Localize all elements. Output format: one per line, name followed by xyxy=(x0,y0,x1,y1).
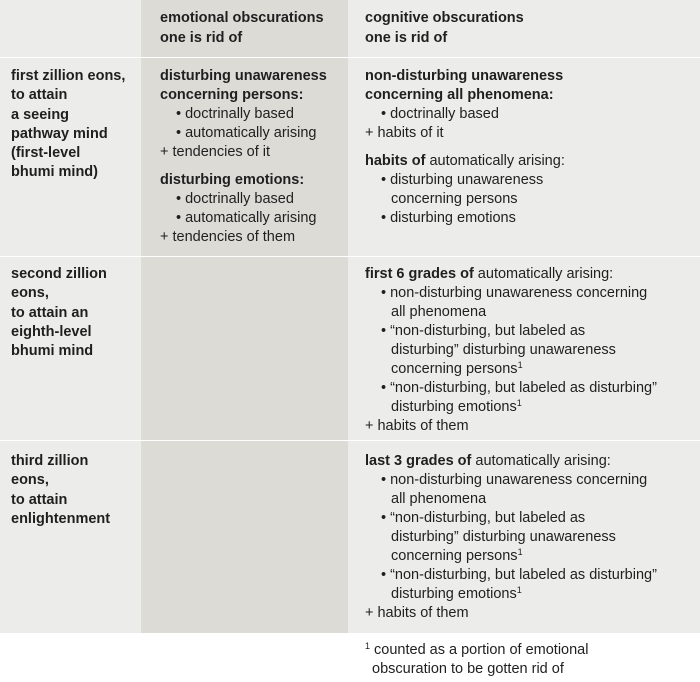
list-item: • automatically arising xyxy=(176,210,317,226)
list-item: • “non-disturbing, but labeled as xyxy=(381,323,586,339)
list-item: • disturbing unawareness xyxy=(381,172,544,188)
row-label-third-zillion xyxy=(11,452,139,529)
list-item-continuation: concerning persons$^1$ xyxy=(391,547,523,564)
list-item: • “non-disturbing, but labeled as xyxy=(381,510,586,526)
list-item-continuation: disturbing emotions$^1$ xyxy=(391,585,522,602)
list-extra: + habits of them xyxy=(365,605,469,621)
footnote-marker: 1 xyxy=(517,360,523,370)
list-extra: + habits of it xyxy=(365,125,444,141)
header-line: one is rid of xyxy=(365,30,448,46)
list-extra: + habits of them xyxy=(365,418,469,434)
row-divider xyxy=(0,440,700,441)
footnote xyxy=(365,641,665,679)
row-label-line: bhumi mind) xyxy=(11,164,98,181)
header-line: one is rid of xyxy=(160,30,243,46)
footnote-line: $^1$ counted as a portion of emotional xyxy=(365,641,589,658)
row-label-line: bhumi mind xyxy=(11,343,94,360)
header-line: cognitive obscurations xyxy=(365,10,524,26)
row-label-line: eons, xyxy=(11,472,49,489)
header-emotional-obscurations xyxy=(160,8,345,48)
group-title: non-disturbing unawareness xyxy=(365,68,564,84)
list-item: • automatically arising xyxy=(176,125,317,141)
list-item: • doctrinally based xyxy=(381,106,499,122)
list-item-continuation: disturbing” disturbing unawareness xyxy=(391,529,616,545)
list-item-continuation: concerning persons xyxy=(391,191,518,207)
row-label-line: eighth-level xyxy=(11,323,92,340)
list-item: • “non-disturbing, but labeled as disturbing” xyxy=(381,567,657,583)
row-label-line: second zillion xyxy=(11,266,107,282)
list-item-continuation: concerning persons$^1$ xyxy=(391,360,523,377)
row-label-second-zillion xyxy=(11,265,139,361)
row-label-line: eons, xyxy=(11,285,49,302)
group-title: disturbing unawareness xyxy=(160,68,327,84)
list-item-continuation: all phenomena xyxy=(391,491,487,507)
list-extra: + tendencies of them xyxy=(160,229,296,245)
row-label-line: pathway mind xyxy=(11,125,108,142)
list-item: • doctrinally based xyxy=(176,191,294,207)
list-item-continuation: disturbing emotions$^1$ xyxy=(391,398,522,415)
group-title: last 3 grades of automatically arising: xyxy=(365,453,611,469)
row-label-line: to attain an xyxy=(11,304,89,321)
row-label-line: (first-level xyxy=(11,145,81,162)
list-item: • “non-disturbing, but labeled as disturbing” xyxy=(381,380,657,396)
row-label-line: third zillion xyxy=(11,453,89,469)
row-label-line: first zillion eons, xyxy=(11,68,126,84)
list-item: • non-disturbing unawareness concerning xyxy=(381,285,648,301)
group-title: first 6 grades of automatically arising: xyxy=(365,266,614,282)
list-item-continuation: disturbing” disturbing unawareness xyxy=(391,342,616,358)
footnote-marker: 1 xyxy=(516,585,522,595)
footnote-line: obscuration to be gotten rid of xyxy=(372,661,564,677)
row-label-first-zillion xyxy=(11,67,139,183)
row-divider xyxy=(0,57,700,58)
row1-emotional-cell xyxy=(160,67,345,247)
list-item: • disturbing emotions xyxy=(381,210,516,226)
group-title: habits of automatically arising: xyxy=(365,153,565,169)
list-item: • non-disturbing unawareness concerning xyxy=(381,472,648,488)
row-label-line: a seeing xyxy=(11,106,70,123)
group-title: disturbing emotions: xyxy=(160,172,305,188)
row2-cognitive-cell xyxy=(365,265,690,436)
row-divider xyxy=(0,256,700,257)
header-cognitive-obscurations xyxy=(365,8,685,48)
header-line: emotional obscurations xyxy=(160,10,324,26)
group-title: concerning all phenomena: xyxy=(365,87,554,103)
list-item: • doctrinally based xyxy=(176,106,294,122)
row-label-line: to attain xyxy=(11,491,68,508)
row1-cognitive-cell xyxy=(365,67,690,228)
row3-cognitive-cell xyxy=(365,452,690,623)
list-item-continuation: all phenomena xyxy=(391,304,487,320)
row-label-line: to attain xyxy=(11,87,68,104)
row-label-line: enlightenment xyxy=(11,510,111,527)
list-extra: + tendencies of it xyxy=(160,144,271,160)
footnote-marker: 1 xyxy=(365,641,371,651)
footnote-marker: 1 xyxy=(516,398,522,408)
footnote-marker: 1 xyxy=(517,547,523,557)
group-title: concerning persons: xyxy=(160,87,304,103)
